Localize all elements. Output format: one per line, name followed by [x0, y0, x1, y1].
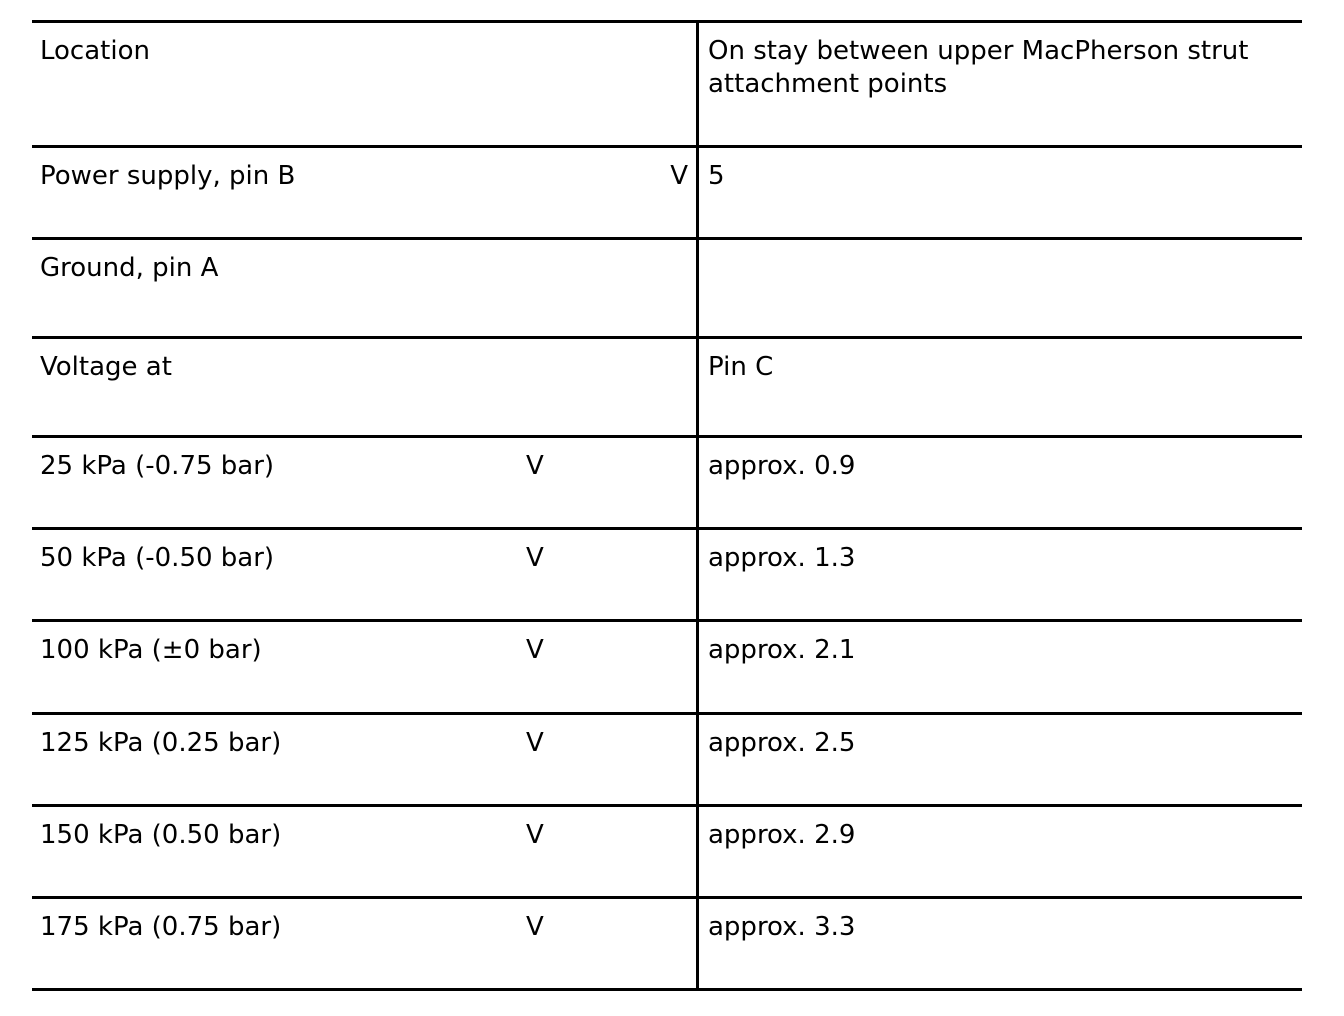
table-row-measurement	[32, 437, 1302, 529]
voltage-unit: V	[526, 635, 544, 665]
pressure-label: 100 kPa (±0 bar)	[40, 635, 262, 665]
table-row-power-supply	[32, 147, 1302, 239]
voltage-at-pin: Pin C	[708, 352, 774, 382]
ground-label-cell	[32, 239, 698, 338]
voltage-value: approx. 0.9	[708, 451, 856, 481]
measurement-value-cell	[698, 898, 1303, 990]
ground-value-cell	[698, 239, 1303, 338]
voltage-unit: V	[526, 912, 544, 942]
table-row-location	[32, 22, 1302, 147]
voltage-value: approx. 3.3	[708, 912, 856, 942]
voltage-unit: V	[526, 820, 544, 850]
specification-table	[32, 20, 1302, 991]
pressure-label: 50 kPa (-0.50 bar)	[40, 543, 275, 573]
location-value-cell	[698, 22, 1303, 147]
table-row-measurement	[32, 806, 1302, 898]
measurement-label-cell	[32, 898, 698, 990]
power-supply-unit: V	[670, 161, 688, 191]
voltage-value: approx. 2.9	[708, 820, 856, 850]
table-row-measurement	[32, 898, 1302, 990]
pressure-label: 125 kPa (0.25 bar)	[40, 728, 282, 758]
table-row-measurement	[32, 621, 1302, 714]
location-label: Location	[40, 36, 150, 66]
power-supply-value: 5	[708, 161, 725, 191]
measurement-value-cell	[698, 714, 1303, 806]
measurement-value-cell	[698, 806, 1303, 898]
measurement-value-cell	[698, 529, 1303, 621]
voltage-unit: V	[526, 543, 544, 573]
measurement-label-cell	[32, 437, 698, 529]
table-row-ground	[32, 239, 1302, 338]
measurement-label-cell	[32, 621, 698, 714]
table-row-voltage-at	[32, 338, 1302, 437]
pressure-label: 175 kPa (0.75 bar)	[40, 912, 282, 942]
voltage-at-label: Voltage at	[40, 352, 172, 382]
power-supply-label: Power supply, pin B	[40, 161, 296, 191]
pressure-label: 25 kPa (-0.75 bar)	[40, 451, 275, 481]
voltage-value: approx. 2.1	[708, 635, 856, 665]
voltage-unit: V	[526, 451, 544, 481]
voltage-at-label-cell	[32, 338, 698, 437]
voltage-value: approx. 1.3	[708, 543, 856, 573]
voltage-at-value-cell	[698, 338, 1303, 437]
measurement-value-cell	[698, 621, 1303, 714]
pressure-label: 150 kPa (0.50 bar)	[40, 820, 282, 850]
specification-table-body	[32, 22, 1302, 990]
location-label-cell	[32, 22, 698, 147]
measurement-label-cell	[32, 714, 698, 806]
table-row-measurement	[32, 714, 1302, 806]
ground-value	[699, 240, 1302, 252]
voltage-unit: V	[526, 728, 544, 758]
power-supply-label-cell	[32, 147, 698, 239]
ground-label: Ground, pin A	[40, 253, 219, 283]
voltage-value: approx. 2.5	[708, 728, 856, 758]
power-supply-value-cell	[698, 147, 1303, 239]
table-row-measurement	[32, 529, 1302, 621]
measurement-label-cell	[32, 529, 698, 621]
measurement-label-cell	[32, 806, 698, 898]
location-value: On stay between upper MacPherson strut attachment points	[708, 36, 1249, 99]
measurement-value-cell	[698, 437, 1303, 529]
